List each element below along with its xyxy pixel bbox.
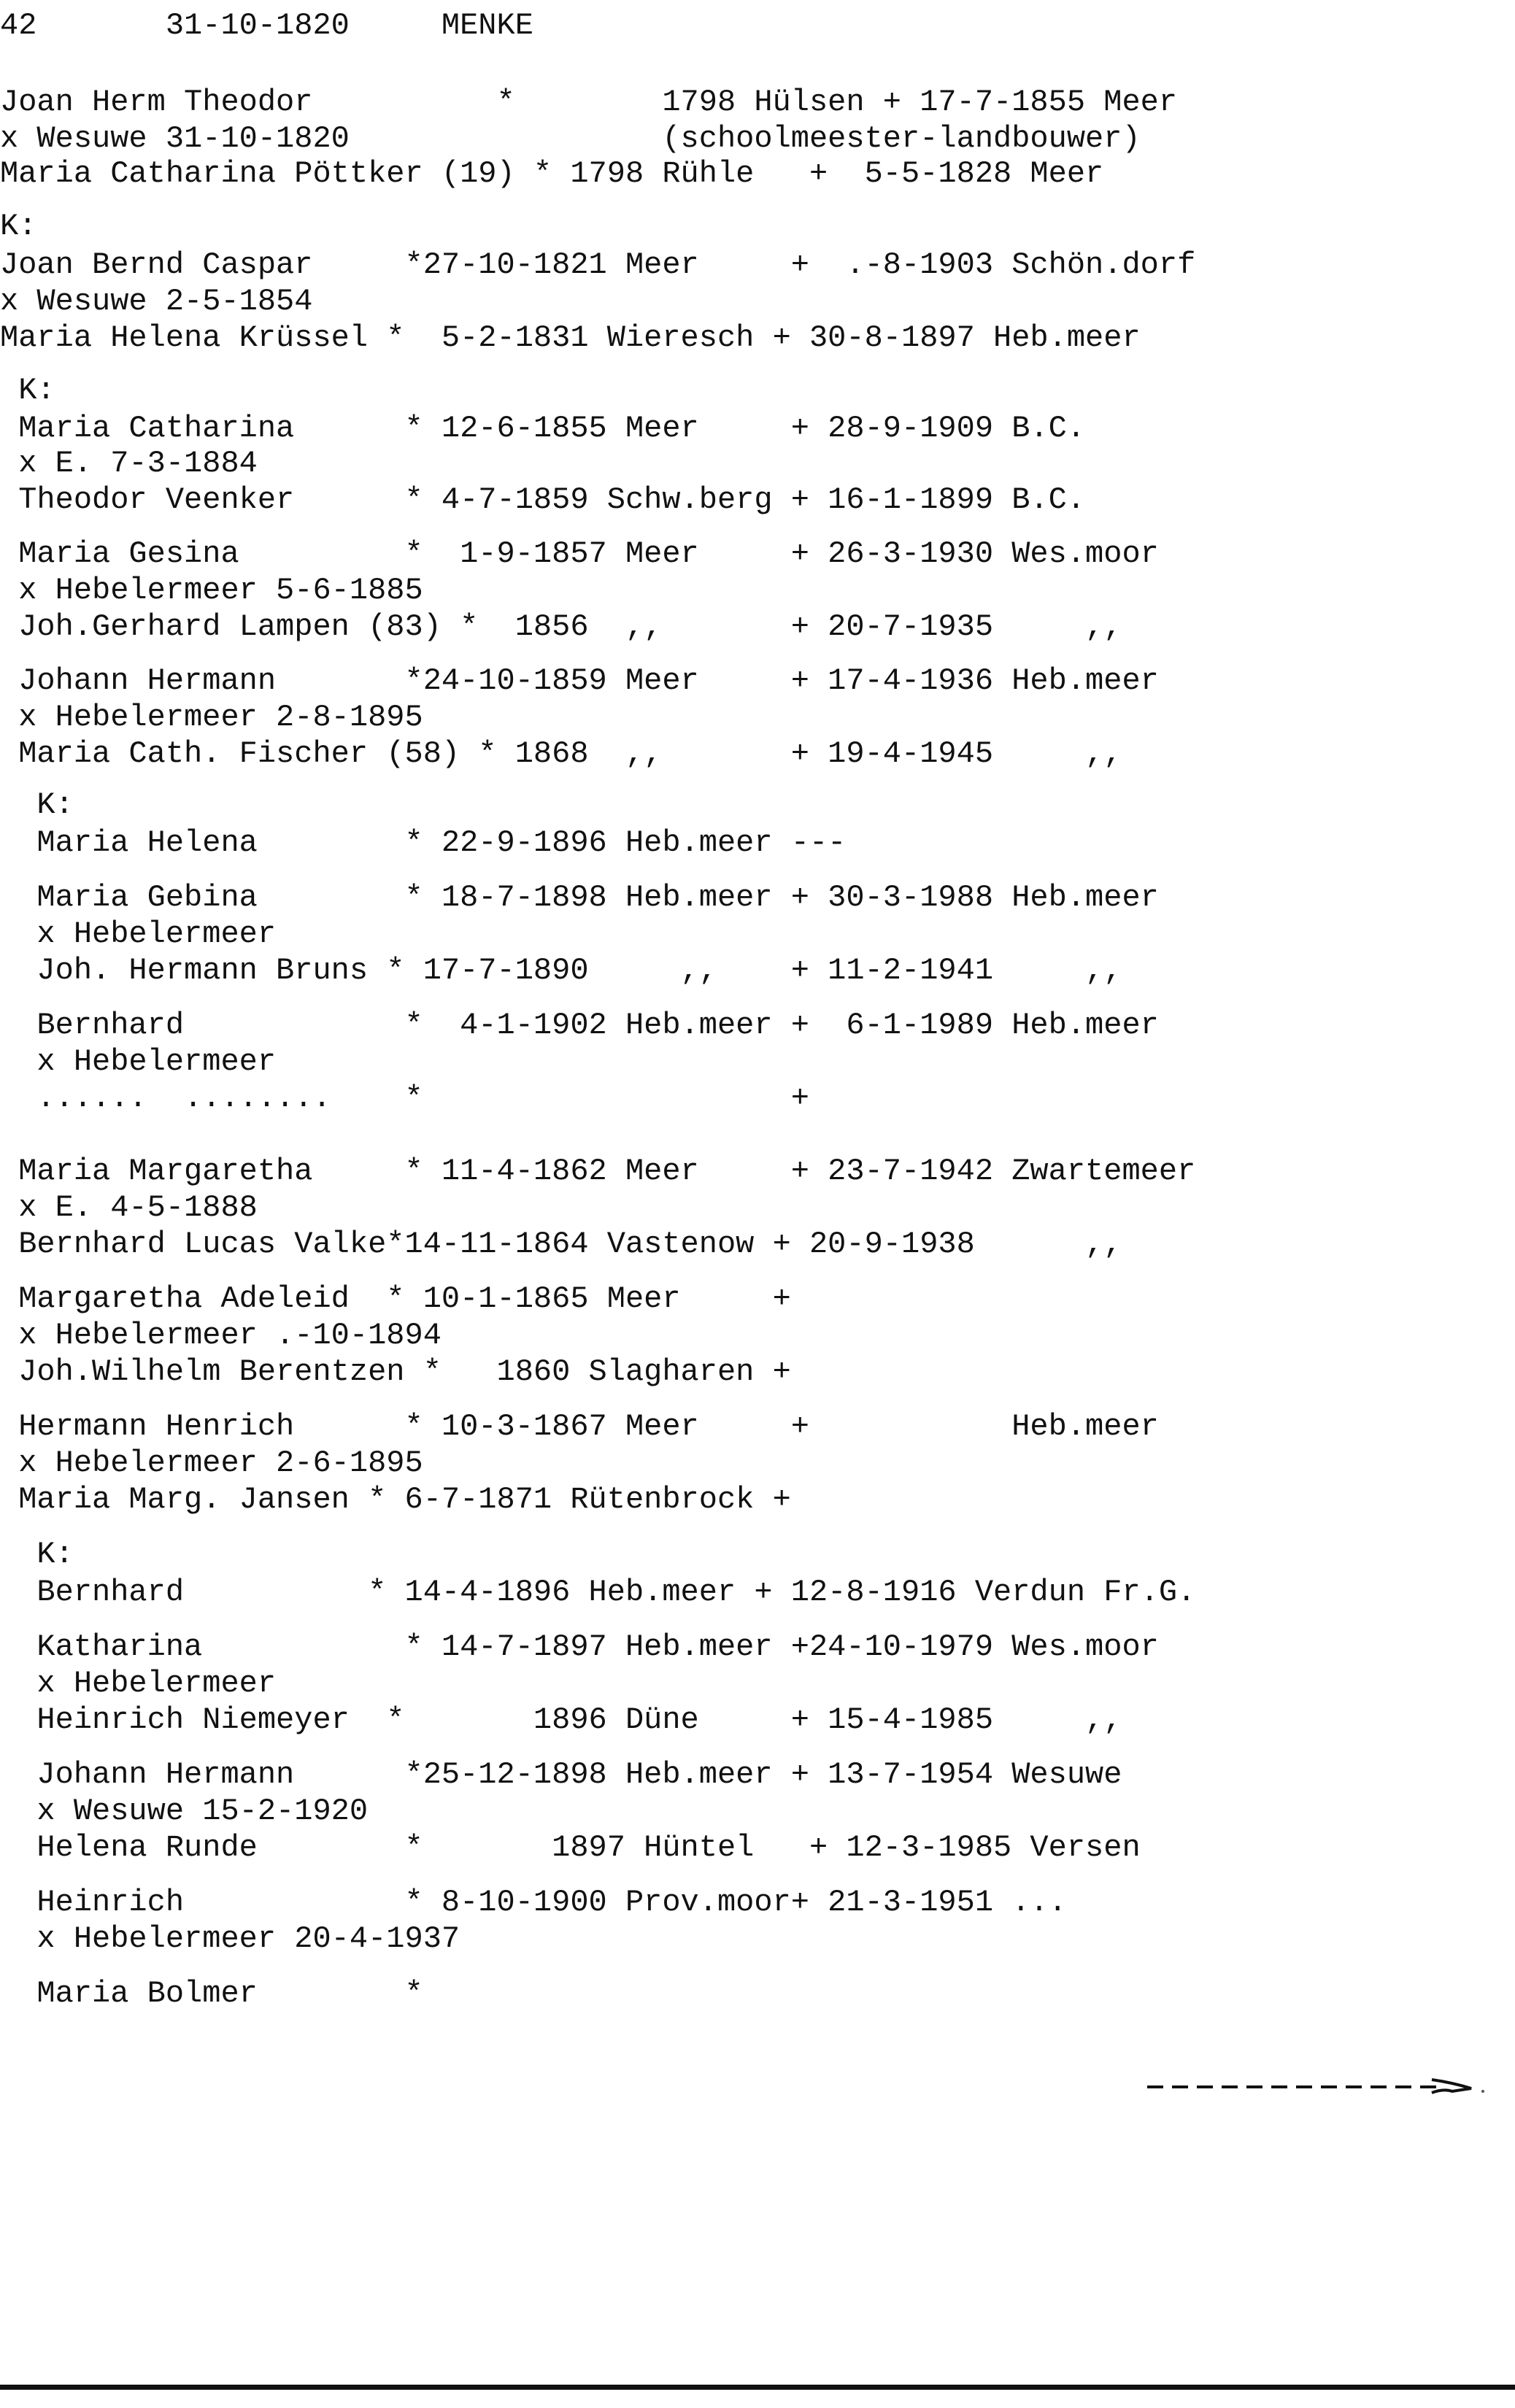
text-line: Maria Cath. Fischer (58) * 1868 ,, + 19-4-1945 ,, (0, 736, 1122, 771)
bottom-rule (0, 2385, 1515, 2390)
text-line: x Hebelermeer 2-8-1895 (0, 700, 423, 735)
text-line: Heinrich Niemeyer * 1896 Düne + 15-4-1985 ,, (0, 1702, 1122, 1737)
text-line: Bernhard * 4-1-1902 Heb.meer + 6-1-1989 Heb.meer (0, 1008, 1159, 1043)
text-line: Theodor Veenker * 4-7-1859 Schw.berg + 16-1-1899 B.C. (0, 482, 1086, 517)
text-line: Margaretha Adeleid * 10-1-1865 Meer + (0, 1281, 791, 1316)
text-line: Joh. Hermann Bruns * 17-7-1890 ,, + 11-2-1941 ,, (0, 953, 1122, 988)
text-line: Maria Gesina * 1-9-1857 Meer + 26-3-1930 Wes.moor (0, 536, 1159, 571)
text-line: K: (0, 373, 55, 408)
page-header: 42 31-10-1820 MENKE (0, 8, 533, 43)
text-line: x Hebelermeer (0, 1044, 277, 1079)
text-line: x Wesuwe 2-5-1854 (0, 284, 313, 319)
text-line: Maria Gebina * 18-7-1898 Heb.meer + 30-3-1988 Heb.meer (0, 880, 1159, 915)
text-line: K: (0, 787, 74, 822)
text-line: Joh.Wilhelm Berentzen * 1860 Slagharen + (0, 1354, 791, 1389)
text-line: x Hebelermeer 20-4-1937 (0, 1921, 460, 1956)
text-line: x Hebelermeer (0, 916, 277, 952)
text-line: Helena Runde * 1897 Hüntel + 12-3-1985 Versen (0, 1830, 1141, 1865)
text-line: Maria Helena Krüssel * 5-2-1831 Wieresch + 30-8-1897 Heb.meer (0, 320, 1141, 355)
text-line: Hermann Henrich * 10-3-1867 Meer + Heb.meer (0, 1409, 1159, 1444)
text-line: x Hebelermeer 5-6-1885 (0, 573, 423, 608)
text-line: Heinrich * 8-10-1900 Prov.moor+ 21-3-1951 ... (0, 1885, 1067, 1920)
text-line: Joan Bernd Caspar *27-10-1821 Meer + .-8-1903 Schön.dorf (0, 247, 1196, 282)
text-line: K: (0, 209, 37, 244)
text-line: K: (0, 1537, 74, 1572)
text-line: Bernhard Lucas Valke*14-11-1864 Vastenow + 20-9-1938 ,, (0, 1227, 1122, 1262)
text-line: x Hebelermeer 2-6-1895 (0, 1446, 423, 1481)
text-line: x E. 4-5-1888 (0, 1190, 258, 1225)
text-line: Maria Catharina Pöttker (19) * 1798 Rühle + 5-5-1828 Meer (0, 156, 1104, 191)
text-line: x Hebelermeer (0, 1666, 277, 1701)
text-line: Maria Helena * 22-9-1896 Heb.meer --- (0, 825, 847, 860)
text-line: Katharina * 14-7-1897 Heb.meer +24-10-1979 Wes.moor (0, 1629, 1159, 1664)
text-line: ...... ........ * + (0, 1081, 809, 1116)
text-line: Joh.Gerhard Lampen (83) * 1856 ,, + 20-7-1935 ,, (0, 609, 1122, 644)
text-line: x Wesuwe 31-10-1820 (schoolmeester-landbouwer) (0, 121, 1141, 156)
text-line: x Hebelermeer .-10-1894 (0, 1318, 442, 1353)
text-line: Maria Marg. Jansen * 6-7-1871 Rütenbrock + (0, 1482, 791, 1517)
text-line: Maria Margaretha * 11-4-1862 Meer + 23-7-1942 Zwartemeer (0, 1154, 1196, 1189)
text-line: Bernhard * 14-4-1896 Heb.meer + 12-8-1916 Verdun Fr.G. (0, 1575, 1196, 1610)
text-line: Joan Herm Theodor * 1798 Hülsen + 17-7-1855 Meer (0, 85, 1178, 120)
text-line: Maria Bolmer * (0, 1976, 423, 2011)
text-line: Maria Catharina * 12-6-1855 Meer + 28-9-1909 B.C. (0, 411, 1086, 446)
text-line: Johann Hermann *25-12-1898 Heb.meer + 13-7-1954 Wesuwe (0, 1757, 1122, 1792)
continue-arrow-icon (1146, 2071, 1496, 2100)
text-line: x Wesuwe 15-2-1920 (0, 1794, 369, 1829)
text-line: Johann Hermann *24-10-1859 Meer + 17-4-1936 Heb.meer (0, 663, 1159, 698)
text-line: x E. 7-3-1884 (0, 446, 258, 481)
